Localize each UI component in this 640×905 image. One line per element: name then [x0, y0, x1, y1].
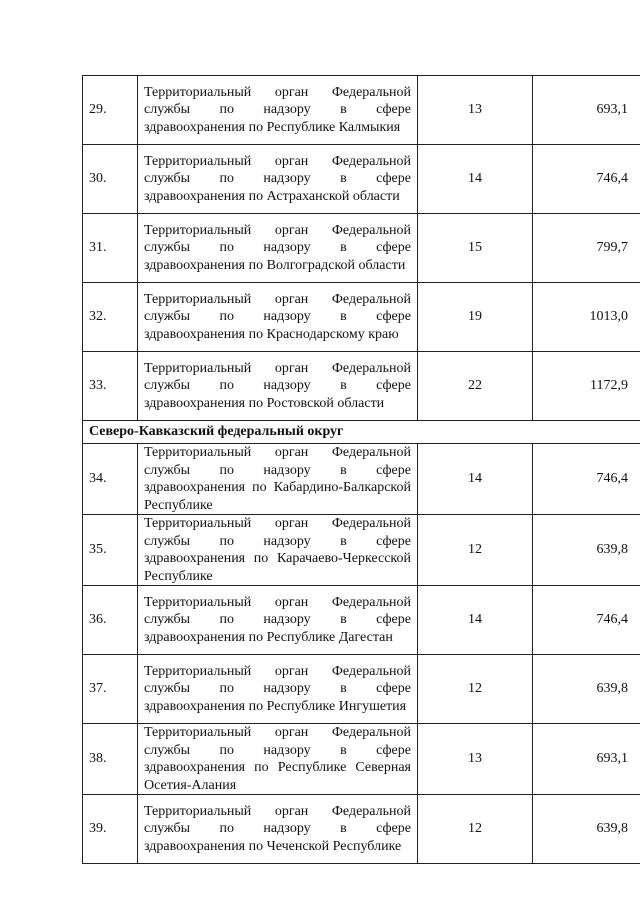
staff-count: 13: [418, 724, 533, 795]
row-number: 36.: [83, 586, 138, 655]
staff-count: 15: [418, 214, 533, 283]
table-row: [83, 655, 640, 724]
staff-count: 19: [418, 283, 533, 352]
table-row: [83, 214, 640, 283]
table-row: [83, 145, 640, 214]
row-number: 38.: [83, 724, 138, 795]
document-page: [82, 75, 628, 864]
row-number: 34.: [83, 444, 138, 515]
amount: 746,4: [533, 145, 640, 214]
row-number: 32.: [83, 283, 138, 352]
amount: 1172,9: [533, 352, 640, 421]
staff-count: 14: [418, 444, 533, 515]
organ-name: Территориальный орган Федеральной службы по надзору в сфере здравоохранения по Краснодарскому краю: [138, 283, 418, 352]
table-row: [83, 283, 640, 352]
amount: 746,4: [533, 586, 640, 655]
organ-name: Территориальный орган Федеральной службы по надзору в сфере здравоохранения по Кабардино-Балкарской Республике: [138, 444, 418, 515]
organ-name: Территориальный орган Федеральной службы по надзору в сфере здравоохранения по Астраханской области: [138, 145, 418, 214]
staff-count: 14: [418, 145, 533, 214]
organ-name: Территориальный орган Федеральной службы по надзору в сфере здравоохранения по Карачаево-Черкесской Республике: [138, 515, 418, 586]
amount: 693,1: [533, 76, 640, 145]
staff-table: [82, 75, 640, 864]
amount: 639,8: [533, 655, 640, 724]
staff-count: 12: [418, 515, 533, 586]
organ-name: Территориальный орган Федеральной службы по надзору в сфере здравоохранения по Республике Калмыкия: [138, 76, 418, 145]
row-number: 30.: [83, 145, 138, 214]
table-row: [83, 586, 640, 655]
section-title: Северо-Кавказский федеральный округ: [83, 421, 640, 444]
row-number: 39.: [83, 795, 138, 864]
amount: 746,4: [533, 444, 640, 515]
row-number: 31.: [83, 214, 138, 283]
table-row: [83, 444, 640, 515]
staff-count: 22: [418, 352, 533, 421]
table-row: [83, 724, 640, 795]
table-row: [83, 795, 640, 864]
staff-count: 13: [418, 76, 533, 145]
amount: 693,1: [533, 724, 640, 795]
table-row: [83, 76, 640, 145]
staff-count: 14: [418, 586, 533, 655]
amount: 799,7: [533, 214, 640, 283]
row-number: 37.: [83, 655, 138, 724]
section-header-row: [83, 421, 640, 444]
organ-name: Территориальный орган Федеральной службы по надзору в сфере здравоохранения по Волгоградской области: [138, 214, 418, 283]
staff-count: 12: [418, 795, 533, 864]
organ-name: Территориальный орган Федеральной службы по надзору в сфере здравоохранения по Республике Ингушетия: [138, 655, 418, 724]
amount: 1013,0: [533, 283, 640, 352]
row-number: 35.: [83, 515, 138, 586]
organ-name: Территориальный орган Федеральной службы по надзору в сфере здравоохранения по Ростовской области: [138, 352, 418, 421]
organ-name: Территориальный орган Федеральной службы по надзору в сфере здравоохранения по Республике Северная Осетия-Алания: [138, 724, 418, 795]
organ-name: Территориальный орган Федеральной службы по надзору в сфере здравоохранения по Республике Дагестан: [138, 586, 418, 655]
organ-name: Территориальный орган Федеральной службы по надзору в сфере здравоохранения по Чеченской Республике: [138, 795, 418, 864]
amount: 639,8: [533, 515, 640, 586]
table-row: [83, 352, 640, 421]
row-number: 29.: [83, 76, 138, 145]
amount: 639,8: [533, 795, 640, 864]
row-number: 33.: [83, 352, 138, 421]
staff-count: 12: [418, 655, 533, 724]
table-row: [83, 515, 640, 586]
